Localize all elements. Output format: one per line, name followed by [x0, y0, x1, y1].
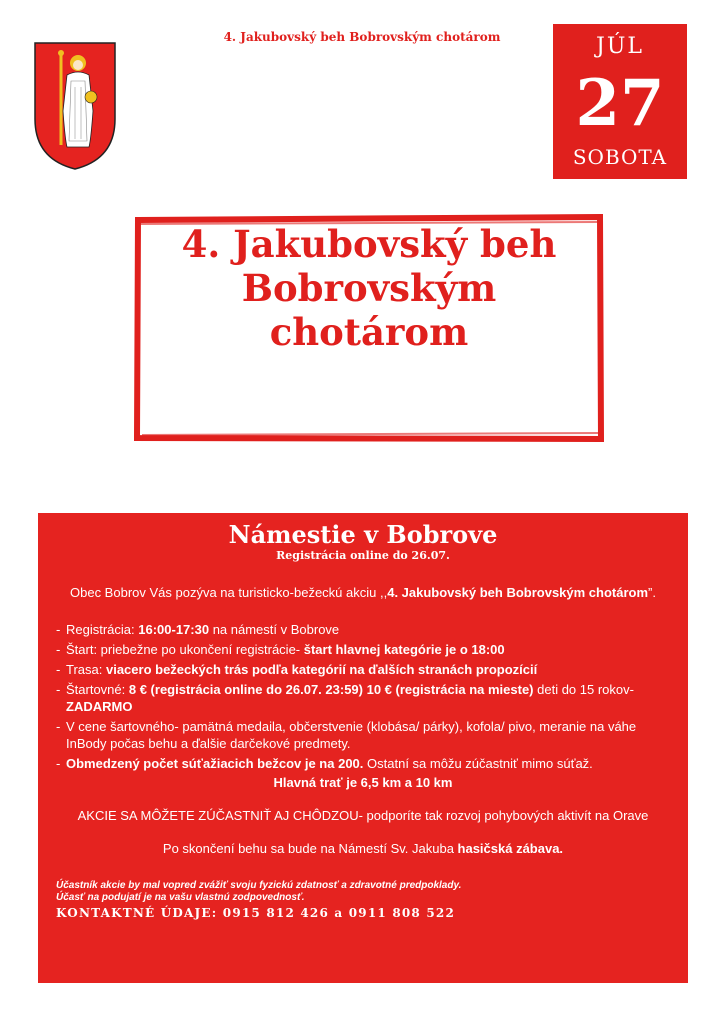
info-list: [38, 621, 688, 772]
item-text: Registrácia:: [66, 622, 139, 637]
info-panel: [38, 513, 688, 983]
item-text: Ostatní sa môžu zúčastniť mimo súťaž.: [363, 756, 593, 771]
item-bold: štart hlavnej kategórie je o 18:00: [303, 642, 505, 657]
event-place: Námestie v Bobrove: [228, 520, 498, 549]
date-month: JÚL: [596, 34, 644, 59]
registration-deadline: Registrácia online do 26.07.: [276, 549, 450, 562]
item-text: na námestí v Bobrove: [209, 622, 340, 637]
item-bold: Obmedzený počet súťažiacich bežcov je na 200.: [66, 756, 364, 771]
invite-event-name: 4. Jakubovský beh Bobrovským chotárom: [387, 585, 649, 600]
invite-prefix: Obec Bobrov Vás pozýva na turisticko-bežeckú akciu ,,: [70, 585, 388, 600]
after-bold: hasičská zábava.: [457, 841, 564, 856]
main-track: Hlavná trať je 6,5 km a 10 km: [273, 775, 453, 790]
disclaimer-line-2: Účasť na podujatí je na vašu vlastnú zodpovednosť.: [56, 892, 305, 903]
disclaimer-line-1: Účastník akcie by mal vopred zvážiť svoju fyzickú zdatnosť a zdravotné predpoklady.: [56, 880, 462, 891]
event-title: [134, 222, 604, 354]
item-bold: 8 € (registrácia online do 26.07. 23:59) 10 € (registrácia na mieste): [128, 682, 534, 697]
coat-of-arms-logo: [33, 41, 117, 171]
title-line-2: Bobrovským: [241, 266, 497, 310]
list-item-route: [58, 661, 674, 678]
disclaimer: [56, 880, 688, 904]
list-item-start: [58, 641, 674, 658]
item-text: deti do 15 rokov-: [533, 682, 634, 697]
list-item-included: [58, 718, 674, 752]
item-bold: 16:00-17:30: [138, 622, 210, 637]
list-item-fee: [58, 681, 674, 715]
item-text: V cene šartovného- pamätná medaila, občerstvenie (klobása/ párky), kofola/ pivo, meranie na váhe InBody počas behu a ďalšie darčekové predmety.: [66, 719, 637, 751]
item-text: Štart: priebežne po ukončení registrácie-: [66, 642, 304, 657]
contact-info: KONTAKTNÉ ÚDAJE: 0915 812 426 a 0911 808 522: [56, 906, 456, 920]
invite-suffix: ”.: [648, 585, 656, 600]
list-item-registration: [58, 621, 674, 638]
invitation-text: [68, 584, 658, 601]
header-title: 4. Jakubovský beh Bobrovským chotárom: [223, 30, 501, 44]
after-text: Po skončení behu sa bude na Námestí Sv. Jakuba: [162, 841, 458, 856]
walking-note: AKCIE SA MÔŽETE ZÚČASTNIŤ AJ CHÔDZOU- podporíte tak rozvoj pohybových aktivít na Orave: [77, 808, 649, 823]
date-weekday: SOBOTA: [572, 145, 668, 169]
item-bold: ZADARMO: [66, 699, 133, 714]
item-bold: viacero bežeckých trás podľa kategórií na ďalších stranách propozícií: [105, 662, 538, 677]
title-line-3: chotárom: [269, 310, 469, 354]
after-race-note: [38, 841, 688, 856]
item-text: Trasa:: [66, 662, 106, 677]
date-box: [553, 24, 687, 179]
date-day: 27: [575, 66, 665, 141]
item-text: Štartovné:: [66, 682, 129, 697]
title-line-1: 4. Jakubovský beh: [181, 222, 557, 266]
list-item-limit: [58, 755, 674, 772]
